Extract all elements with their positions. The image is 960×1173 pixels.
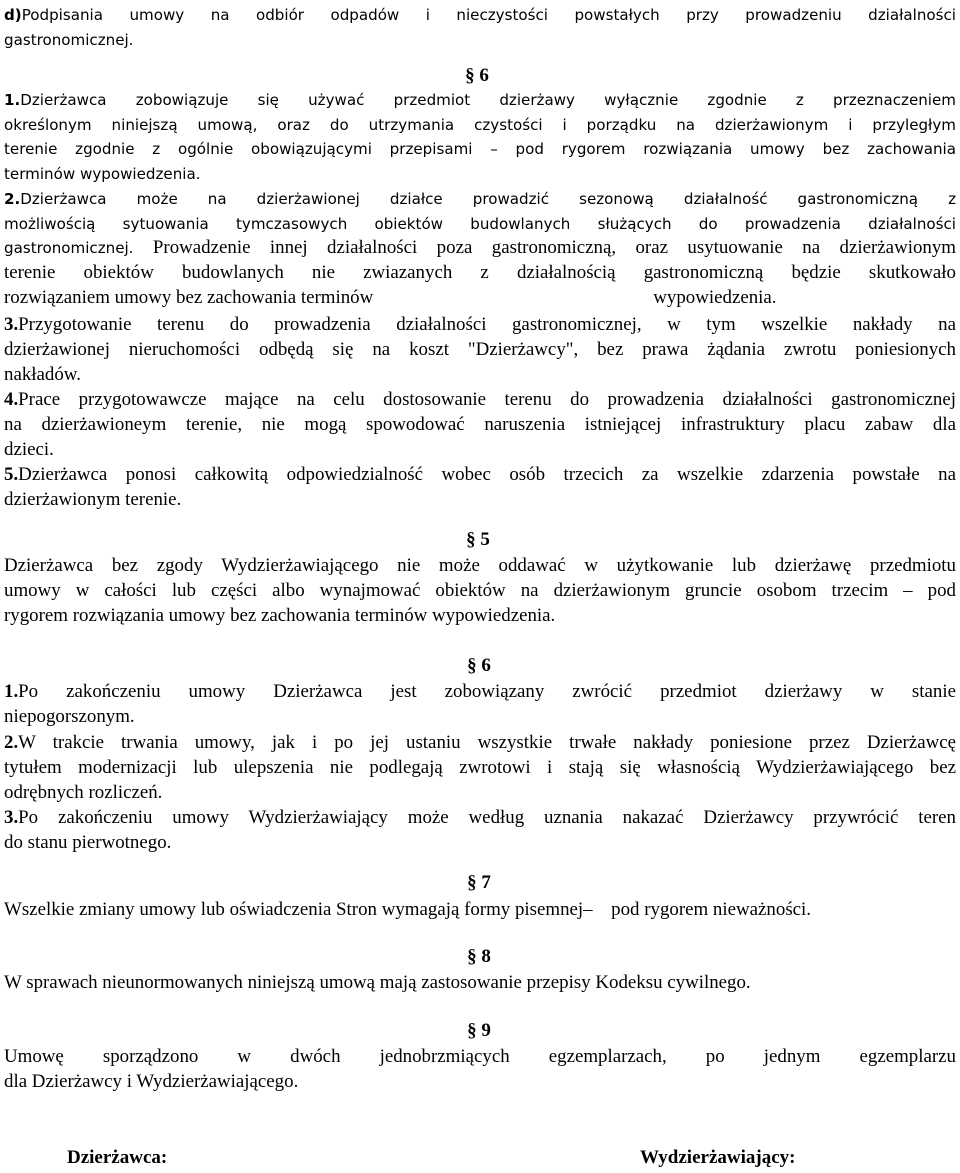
par-text: na dzierżawioneym terenie, nie mogą spowodować naruszenia istniejącej infrastruktury placu zabaw dla — [4, 413, 956, 435]
par-text: dzieci. — [4, 438, 54, 460]
par-text: pod rygorem nieważności. — [611, 899, 812, 920]
par-text: Umowę sporządzono w dwóch jednobrzmiących egzemplarzach, po jednym egzemplarzu — [4, 1046, 956, 1067]
sec6a-par2-b — [4, 236, 956, 310]
par-text: terminów wypowiedzenia. — [4, 164, 201, 183]
sec9-text — [4, 1045, 956, 1095]
par-number: 2. — [4, 190, 21, 208]
par-text: terenie obiektów budowlanych nie zwiazanych z działalnością gastronomiczną będzie skutkowało — [4, 261, 956, 283]
par-text: Dzierżawca bez zgody Wydzierżawiającego nie może oddawać w użytkowanie lub dzierżawę przedmiotu — [4, 555, 956, 576]
signature-lessor: Wydzierżawiający: — [640, 1147, 796, 1168]
item-d-text-cont: gastronomicznej. — [4, 30, 134, 49]
par-text: Dzierżawca ponosi całkowitą odpowiedzialność wobec osób trzecich za wszelkie zdarzenia powstałe na — [18, 464, 956, 485]
par-text: wypowiedzenia. — [653, 286, 777, 308]
sec6b-par3 — [4, 806, 956, 856]
item-d-text: Podpisania umowy na odbiór odpadów i nieczystości powstałych przy prowadzeniu działalności — [21, 6, 956, 24]
par-number: 3. — [4, 807, 19, 828]
par-number: 2. — [4, 732, 19, 753]
par-text: Prace przygotowawcze mające na celu dostosowanie terenu do prowadzenia działalności gastronomicznej — [18, 389, 956, 410]
signature-lessee: Dzierżawca: — [67, 1147, 168, 1168]
par-text: niepogorszonym. — [4, 705, 135, 727]
section-mark-9: § 9 — [467, 1020, 491, 1041]
par-text: dla Dzierżawcy i Wydzierżawiającego. — [4, 1070, 299, 1092]
par-number: 1. — [4, 91, 21, 109]
item-d-label: d) — [4, 6, 22, 24]
sec5-text — [4, 554, 956, 628]
par-text: Po zakończeniu umowy Wydzierżawiający może według uznania nakazać Dzierżawcy przywrócić teren — [18, 807, 956, 828]
par-text: Prowadzenie innej działalności poza gastronomiczną, oraz usytuowanie na dzierżawionym — [133, 237, 956, 258]
par-text: rozwiązaniem umowy bez zachowania terminów — [4, 286, 374, 308]
sec6a-par3 — [4, 313, 956, 387]
sec6a-par1 — [4, 88, 956, 186]
par-text: W trakcie trwania umowy, jak i po jej ustaniu wszystkie trwałe nakłady poniesione przez Dzierżawcę — [18, 732, 956, 753]
item-d — [4, 3, 956, 52]
par-text: umowy w całości lub części albo wynajmować obiektów na dzierżawionym gruncie osobom trzecim – pod — [4, 579, 956, 601]
section-mark-5: § 5 — [466, 529, 490, 550]
section-mark-7: § 7 — [467, 872, 491, 893]
par-number: 5. — [4, 464, 19, 485]
par-text: Po zakończeniu umowy Dzierżawca jest zobowiązany zwrócić przedmiot dzierżawy w stanie — [18, 681, 956, 702]
par-text: nakładów. — [4, 363, 81, 385]
par-text: do stanu pierwotnego. — [4, 831, 172, 853]
par-text: odrębnych rozliczeń. — [4, 781, 163, 803]
sec6a-par2-a — [4, 187, 956, 236]
section-mark-8: § 8 — [467, 946, 491, 967]
par-text: Dzierżawca może na dzierżawionej działce prowadzić sezonową działalność gastronomiczną z — [20, 190, 956, 208]
par-text: Przygotowanie terenu do prowadzenia działalności gastronomicznej, w tym wszelkie nakłady na — [18, 314, 956, 335]
par-text: rygorem rozwiązania umowy bez zachowania terminów wypowiedzenia. — [4, 604, 556, 626]
par-text: gastronomicznej. — [4, 239, 134, 257]
par-text: terenie zgodnie z ogólnie obowiązującymi przepisami – pod rygorem rozwiązania umowy bez zachowania — [4, 140, 956, 159]
par-text: dzierżawionej nieruchomości odbędą się na koszt "Dzierżawcy", bez prawa żądania zwrotu poniesionych — [4, 338, 956, 360]
par-number: 3. — [4, 314, 19, 335]
section-mark-6a: § 6 — [465, 65, 489, 86]
par-text: określonym niniejszą umową, oraz do utrzymania czystości i porządku na dzierżawionym i przyległym — [4, 115, 956, 134]
dash: – — [583, 899, 593, 920]
sec6a-par4 — [4, 388, 956, 462]
par-text: Wszelkie zmiany umowy lub oświadczenia Stron wymagają formy pisemnej — [4, 899, 584, 920]
par-text: tytułem modernizacji lub ulepszenia nie podlegają zwrotowi i stają się własnością Wydzierżawiającego bez — [4, 756, 956, 778]
section-mark-6b: § 6 — [467, 655, 491, 676]
par-number: 4. — [4, 389, 19, 410]
sec8-text: W sprawach nieunormowanych niniejszą umową mają zastosowanie przepisy Kodeksu cywilnego. — [4, 972, 751, 993]
par-text: możliwością sytuowania tymczasowych obiektów budowlanych służących do prowadzenia działalności — [4, 214, 956, 233]
par-text: dzierżawionym terenie. — [4, 488, 182, 510]
sec6b-par2 — [4, 731, 956, 805]
sec7-text — [4, 898, 956, 923]
sec6a-par5 — [4, 463, 956, 513]
par-number: 1. — [4, 681, 19, 702]
sec6b-par1 — [4, 680, 956, 730]
par-text: Dzierżawca zobowiązuje się używać przedmiot dzierżawy wyłącznie zgodnie z przeznaczeniem — [20, 91, 956, 109]
